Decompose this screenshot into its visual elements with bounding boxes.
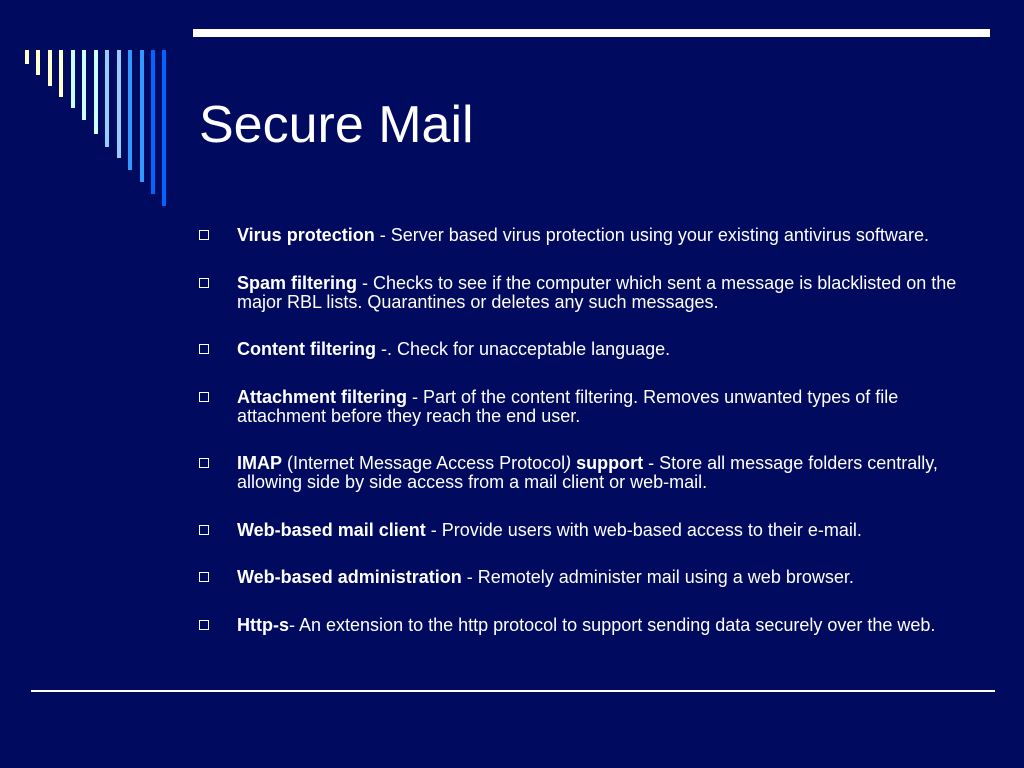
square-bullet-icon bbox=[199, 620, 209, 630]
bullet-body: - Checks to see if the computer which sent a message is blacklisted on the major RBL lists. Quarantines or deletes any such messages. bbox=[237, 272, 957, 312]
bullet-body: - Remotely administer mail using a web browser. bbox=[461, 567, 854, 587]
bullet-item bbox=[199, 388, 969, 426]
stripe bbox=[48, 50, 52, 86]
bullet-item bbox=[199, 226, 969, 245]
bullet-body: - Part of the content filtering. Removes unwanted types of file attachment before they reach the end user. bbox=[237, 386, 899, 426]
top-rule bbox=[193, 29, 990, 37]
square-bullet-icon bbox=[199, 230, 209, 240]
bullet-body: (Internet Message Access Protocol bbox=[282, 453, 566, 473]
bullet-item bbox=[199, 521, 969, 540]
slide-title: Secure Mail bbox=[199, 96, 474, 154]
stripe bbox=[71, 50, 75, 108]
stripe bbox=[128, 50, 132, 170]
bullet-body: -. Check for unacceptable language. bbox=[375, 339, 671, 359]
bullet-item bbox=[199, 274, 969, 312]
bullet-heading: Attachment filtering bbox=[237, 386, 408, 407]
stripe bbox=[105, 50, 109, 147]
stripe bbox=[36, 50, 40, 75]
bullet-item bbox=[199, 568, 969, 587]
bullet-heading: Http-s bbox=[237, 614, 289, 635]
square-bullet-icon bbox=[199, 278, 209, 288]
bullet-list bbox=[199, 226, 969, 663]
stripe bbox=[25, 50, 29, 64]
bullet-heading: Web-based administration bbox=[237, 567, 462, 587]
square-bullet-icon bbox=[199, 572, 209, 582]
bottom-rule bbox=[31, 690, 995, 692]
stripe bbox=[82, 50, 86, 120]
bullet-heading: Content filtering bbox=[237, 339, 376, 359]
square-bullet-icon bbox=[199, 525, 209, 535]
stripe bbox=[94, 50, 98, 134]
bullet-heading: Web-based mail client bbox=[237, 519, 426, 540]
bullet-item bbox=[199, 340, 969, 359]
bullet-body: - An extension to the http protocol to support sending data securely over the web. bbox=[289, 614, 936, 635]
decorative-stripes bbox=[25, 50, 170, 210]
bullet-item bbox=[199, 454, 969, 492]
bullet-body: - Provide users with web-based access to their e-mail. bbox=[425, 519, 862, 540]
stripe bbox=[140, 50, 144, 182]
bullet-heading: IMAP bbox=[237, 453, 282, 473]
bullet-heading: Virus protection bbox=[237, 225, 375, 245]
square-bullet-icon bbox=[199, 344, 209, 354]
stripe bbox=[117, 50, 121, 158]
stripe bbox=[151, 50, 155, 194]
bullet-italic: ) bbox=[565, 453, 572, 473]
bullet-heading: Spam filtering bbox=[237, 272, 358, 293]
stripe bbox=[162, 50, 166, 206]
square-bullet-icon bbox=[199, 458, 209, 468]
bullet-body: - Server based virus protection using your existing antivirus software. bbox=[374, 225, 929, 245]
stripe bbox=[59, 50, 63, 97]
square-bullet-icon bbox=[199, 392, 209, 402]
bullet-item bbox=[199, 616, 969, 635]
bullet-body-secondary: - Store all message folders centrally, allowing side by side access from a mail client or web-mail. bbox=[237, 453, 938, 492]
bullet-heading-secondary: support bbox=[571, 453, 644, 473]
